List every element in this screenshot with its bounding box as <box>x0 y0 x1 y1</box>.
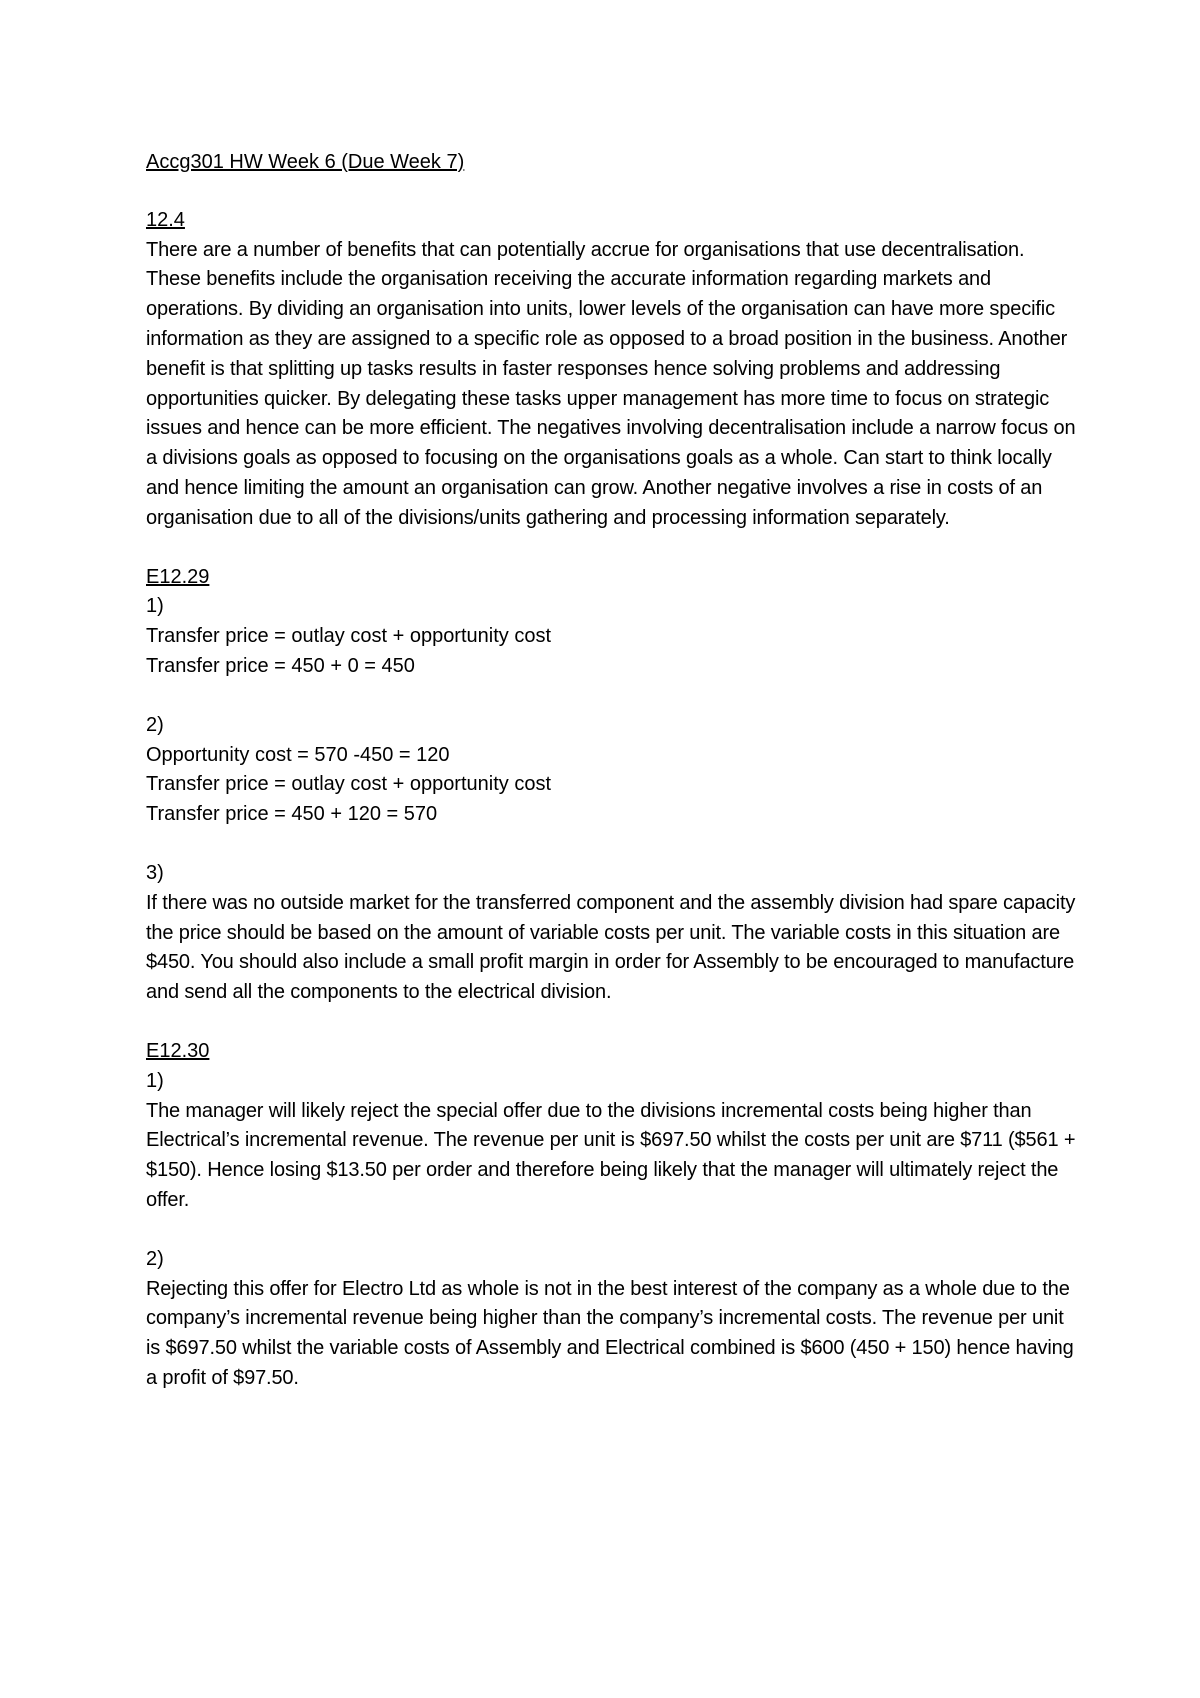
part-label: 2) <box>146 1247 164 1270</box>
part-1 <box>146 592 1076 681</box>
answer-paragraph: Rejecting this offer for Electro Ltd as whole is not in the best interest of the company as a whole due to the company’s incremental revenue being higher than the company’s incremental costs. The revenue per unit is $697.50 whilst the variable costs of Assembly and Electrical combined is $600 (450 + 150) hence having a profit of $97.50. <box>146 1277 1074 1389</box>
section-heading: E12.29 <box>146 565 210 588</box>
section-heading: 12.4 <box>146 208 185 231</box>
equation-line: Transfer price = 450 + 120 = 570 <box>146 803 438 826</box>
answer-paragraph: There are a number of benefits that can potentially accrue for organisations that use decentralisation. These benefits include the organisation receiving the accurate information regarding markets and operations. By dividing an organisation into units, lower levels of the organisation can have more specific information as they are assigned to a specific role as opposed to a broad position in the business. Another benefit is that splitting up tasks results in faster responses hence solving problems and addressing opportunities quicker. By delegating these tasks upper management has more time to focus on strategic issues and hence can be more efficient. The negatives involving decentralisation include a narrow focus on a divisions goals as opposed to focusing on the organisations goals as a whole. Can start to think locally and hence limiting the amount an organisation can grow. Another negative involves a rise in costs of an organisation due to all of the divisions/units gathering and processing information separately. <box>146 238 1076 529</box>
document-title: Accg301 HW Week 6 (Due Week 7) <box>146 151 465 173</box>
part-label: 2) <box>146 713 164 736</box>
answer-paragraph: The manager will likely reject the special offer due to the divisions incremental costs being higher than Electrical’s incremental revenue. The revenue per unit is $697.50 whilst the costs per unit are $711 ($561 + $150). Hence losing $13.50 per order and therefore being likely that the manager will ultimately reject the offer. <box>146 1099 1076 1211</box>
document-page <box>146 148 1076 1423</box>
part-label: 1) <box>146 1069 164 1092</box>
part-1 <box>146 1067 1076 1216</box>
section-e12-30 <box>146 1037 1076 1394</box>
part-label: 3) <box>146 861 164 884</box>
equation-line: Transfer price = outlay cost + opportunity cost <box>146 625 552 648</box>
equation-line: Transfer price = 450 + 0 = 450 <box>146 654 415 677</box>
equation-line: Opportunity cost = 570 -450 = 120 <box>146 743 450 766</box>
section-12-4 <box>146 206 1076 534</box>
part-3 <box>146 859 1076 1008</box>
part-label: 1) <box>146 595 164 618</box>
section-heading: E12.30 <box>146 1039 210 1062</box>
equation-line: Transfer price = outlay cost + opportunity cost <box>146 773 552 796</box>
part-2 <box>146 711 1076 830</box>
section-e12-29 <box>146 563 1076 1008</box>
part-2 <box>146 1245 1076 1394</box>
answer-paragraph: If there was no outside market for the transferred component and the assembly division had spare capacity the price should be based on the amount of variable costs per unit. The variable costs in this situation are $450. You should also include a small profit margin in order for Assembly to be encouraged to manufacture and send all the components to the electrical division. <box>146 891 1076 1004</box>
